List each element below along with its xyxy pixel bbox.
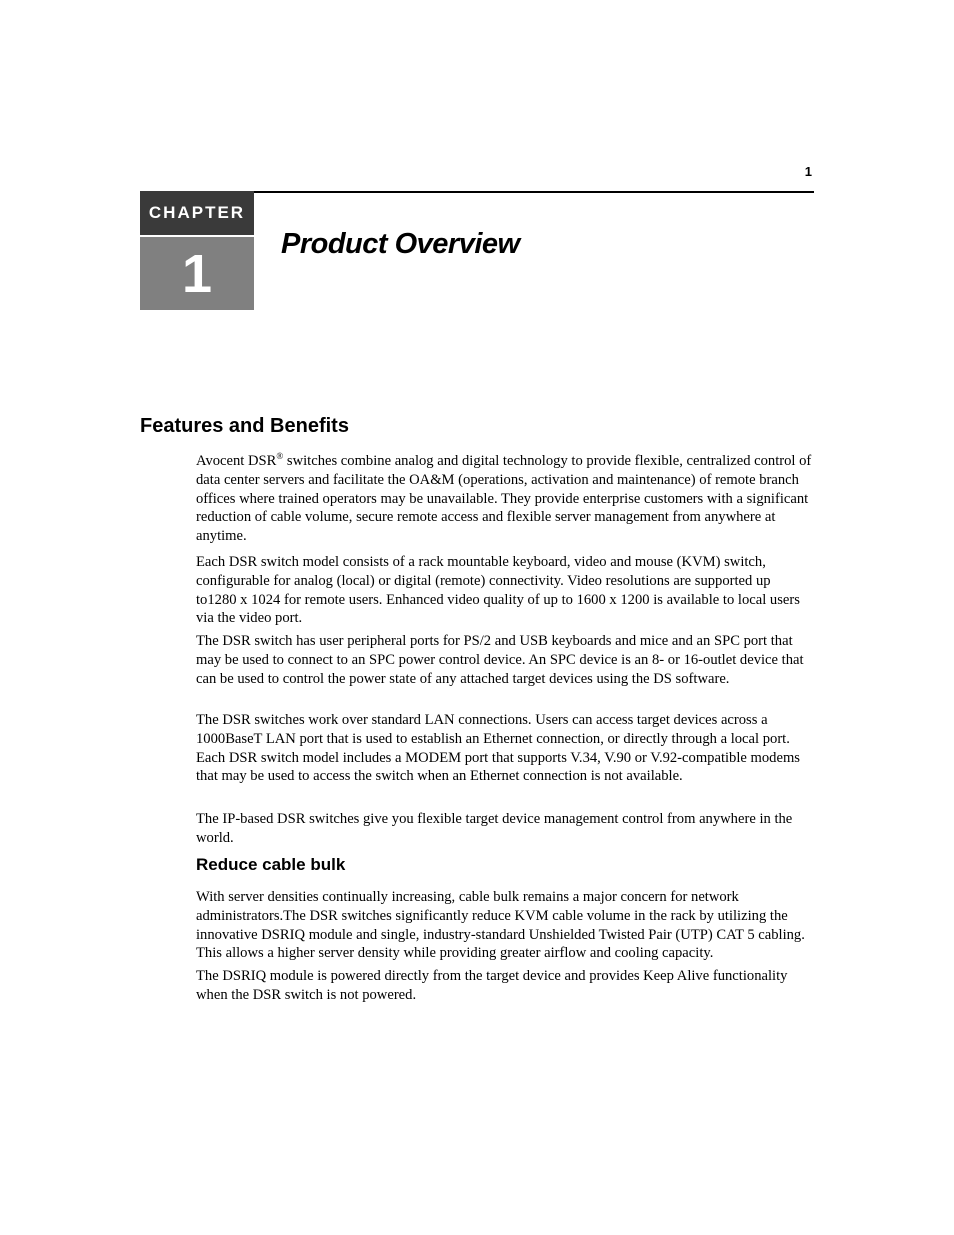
paragraph-ip-based: The IP-based DSR switches give you flexible target device management control from anywhere in the world. [196, 811, 793, 846]
subsection-heading: Reduce cable bulk [196, 855, 346, 874]
paragraph-lan-connections: The DSR switches work over standard LAN connections. Users can access target devices across a 1000BaseT LAN port that is used to establish an Ethernet connection, or directly through a local port. Each DSR switch model includes a MODEM port that supports V.34, V.90 or V.92-compatible modems that may be used to access the switch when an Ethernet connection is not available. [196, 712, 800, 785]
paragraph-intro-rest: switches combine analog and digital technology to provide flexible, centralized control of data center servers and facilitate the OA&M (operations, activation and maintenance) of remote branch offices where trained operators may be unavailable. They provide enterprise customers with a significant reduction of cable volume, secure remote access and flexible server management from anywhere at anytime. [196, 453, 812, 545]
page-number: 1 [804, 164, 812, 179]
paragraph-intro-lead: Avocent DSR [196, 453, 277, 469]
paragraph-intro [196, 452, 814, 546]
paragraph-cable-bulk: With server densities continually increasing, cable bulk remains a major concern for network administrators.The DSR switches significantly reduce KVM cable volume in the rack by utilizing the innovative DSRIQ module and single, industry-standard Unshielded Twisted Pair (UTP) CAT 5 cabling. This allows a higher server density while providing greater airflow and cooling capacity. [196, 889, 805, 962]
section-heading: Features and Benefits [140, 415, 349, 437]
registered-mark: ® [276, 451, 284, 462]
chapter-number: 1 [140, 237, 254, 310]
chapter-title: Product Overview [281, 228, 520, 260]
paragraph-dsriq-module: The DSRIQ module is powered directly from the target device and provides Keep Alive functionality when the DSR switch is not powered. [196, 968, 788, 1003]
paragraph-switch-model: Each DSR switch model consists of a rack mountable keyboard, video and mouse (KVM) switch, configurable for analog (local) or digital (remote) connectivity. Video resolutions are supported up to1280 x 1024 for remote users. Enhanced video quality of up to 1600 x 1200 is available to local users via the video port. [196, 554, 800, 627]
chapter-label: CHAPTER [140, 191, 254, 235]
header-rule [254, 191, 814, 193]
paragraph-peripheral-ports: The DSR switch has user peripheral ports for PS/2 and USB keyboards and mice and an SPC port that may be used to connect to an SPC power control device. An SPC device is an 8- or 16-outlet device that can be used to control the power state of any attached target devices using the DS software. [196, 633, 804, 687]
